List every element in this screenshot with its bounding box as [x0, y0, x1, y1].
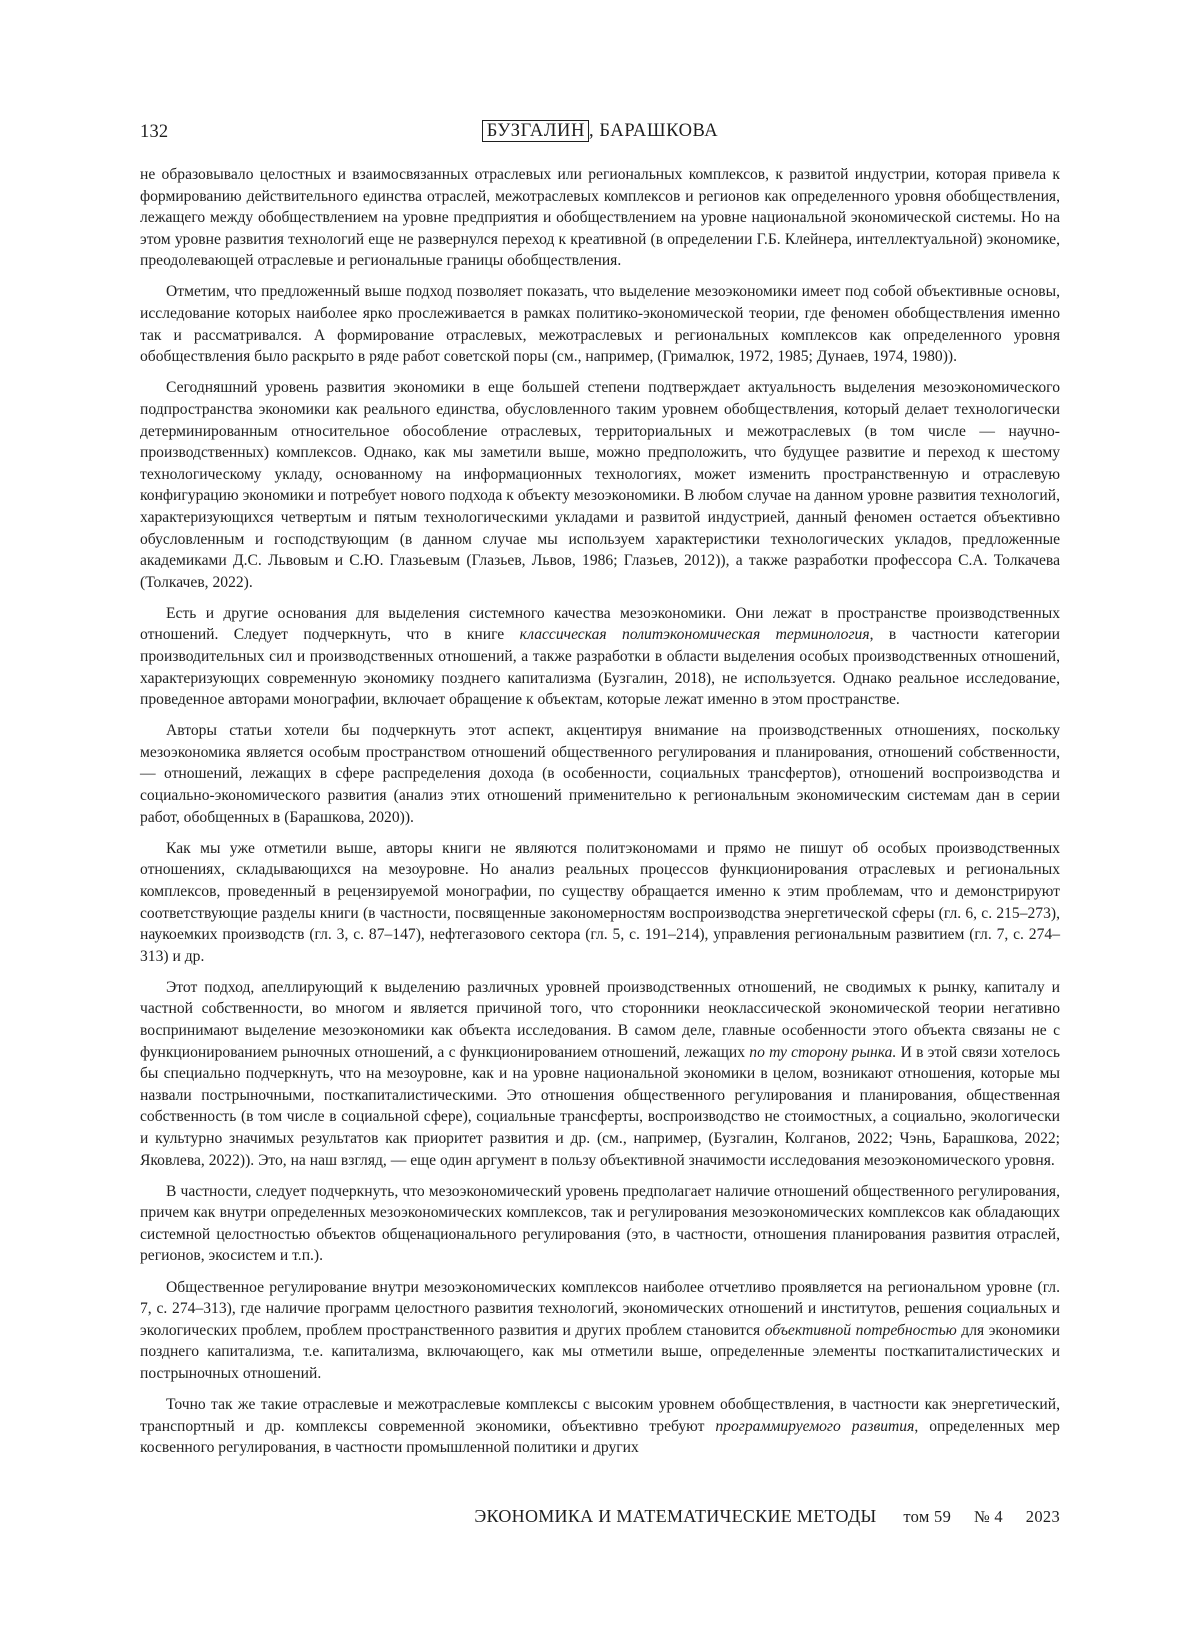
article-body [140, 164, 1060, 1468]
journal-footer [474, 1506, 1060, 1527]
paragraph [140, 164, 1060, 272]
author-rest: , БАРАШКОВА [589, 121, 718, 141]
paragraph-text: Как мы уже отметили выше, авторы книги не являются политэкономами и прямо не пишут об особых производственных отношениях, складывающихся на мезоуровне. Но анализ реальных процессов функционирования отраслевых и региональных комплексов, проведенный в рецензируемой монографии, по существу обращается именно к этим проблемам, что и демонстрируют соответствующие разделы книги (в частности, посвященные закономерностям воспроизводства энергетической сферы (гл. 6, с. 215–273), наукоемких производств (гл. 3, с. 87–147), нефтегазового сектора (гл. 5, с. 191–214), управления региональным развитием (гл. 7, с. 274–313) и др. [140, 840, 1060, 965]
journal-volume: том 59 [903, 1507, 951, 1526]
paragraph [140, 838, 1060, 968]
journal-issue: № 4 [974, 1507, 1003, 1526]
emphasis-text: объективной потребностью [765, 1322, 957, 1339]
author-boxed-name: БУЗГАЛИН [482, 120, 589, 142]
paragraph [140, 1394, 1060, 1459]
journal-year: 2023 [1026, 1507, 1060, 1526]
paragraph [140, 1277, 1060, 1385]
paragraph [140, 281, 1060, 367]
paragraph-text: , в частности категории производительных сил и производственных отношений, а также разработки в области выделения особых производственных отношений, характеризующих современную экономику позднего капитализма (Бузгалин, 2018), не используется. Однако реальное исследование, проведенное авторами монографии, включает обращение к объектам, которые лежат именно в этом пространстве. [140, 626, 1060, 708]
paragraph [140, 720, 1060, 828]
paragraph-text: Общественное регулирование внутри мезоэкономических комплексов наиболее отчетливо проявляется на региональном уровне (гл. 7, с. 274–313), где наличие программ целостного развития технологий, экономических отношений и институтов, решения социальных и экологических проблем, проблем пространственного развития и других проблем становится [140, 1279, 1060, 1339]
paragraph [140, 1181, 1060, 1267]
paragraph-text: не образовывало целостных и взаимосвязанных отраслевых или региональных комплексов, к развитой индустрии, которая привела к формированию действительного единства отраслей, межотраслевых комплексов и регионов как определенного уровня обобществления, лежащего между обобществлением на уровне предприятия и обобществлением на уровне национальной экономической системы. Но на этом уровне развития технологий еще не развернулся переход к креативной (в определении Г.Б. Клейнера, интеллектуальной) экономике, преодолевающей отраслевые и региональные границы обобществления. [140, 166, 1060, 269]
paragraph-text: Есть и другие основания для выделения системного качества мезоэкономики. Они лежат в пространстве производственных отношений. Следует подчеркнуть, что в книге [140, 605, 1060, 644]
paragraph-text: , определенных мер косвенного регулирования, в частности промышленной политики и других [140, 1418, 1060, 1457]
emphasis-text: классическая политэкономическая терминология [520, 626, 870, 643]
paragraph-text: для экономики позднего капитализма, т.е. капитализма, включающего, как мы отметили выше, определенные элементы посткапиталистических и пострыночных отношений. [140, 1322, 1060, 1382]
paragraph-text: В частности, следует подчеркнуть, что мезоэкономический уровень предполагает наличие отношений общественного регулирования, причем как внутри определенных мезоэкономических комплексов, так и регулирования мезоэкономических комплексов как обладающих системной целостностью объектов общенационального регулирования (это, в частности, отношения планирования развития отраслей, регионов, экосистем и т.п.). [140, 1183, 1060, 1265]
author-names [140, 121, 1060, 142]
paragraph [140, 603, 1060, 711]
paragraph-text: Отметим, что предложенный выше подход позволяет показать, что выделение мезоэкономики имеет под собой объективные основы, исследование которых наиболее ярко прослеживается в рамках политико-экономической теории, где феномен обобществления именно так и рассматривался. А формирование отраслевых, межотраслевых и региональных комплексов как определенного уровня обобществления было раскрыто в ряде работ советской поры (см., например, (Грималюк, 1972, 1985; Дунаев, 1974, 1980)). [140, 283, 1060, 365]
journal-title: ЭКОНОМИКА И МАТЕМАТИЧЕСКИЕ МЕТОДЫ [474, 1506, 876, 1526]
page-number: 132 [140, 122, 168, 143]
paragraph-text: Сегодняшний уровень развития экономики в еще большей степени подтверждает актуальность выделения мезоэкономического подпространства экономики как реального единства, обусловленного таким уровнем обобществления, который делает технологически детерминированным относительное обособление отраслевых, территориальных и межотраслевых (в том числе — научно-производственных) комплексов. Однако, как мы заметили выше, можно предположить, что будущее развитие и переход к шестому технологическому укладу, основанному на информационных технологиях, может изменить пространственную и отраслевую конфигурацию экономики и потребует нового подхода к объекту мезоэкономики. В любом случае на данном уровне развития технологий, характеризующихся четвертым и пятым технологическими укладами и развитой индустрией, данный феномен остается объективно обусловленным и господствующим (в данном случае мы используем характеристики технологических укладов, предложенные академиками Д.С. Львовым и С.Ю. Глазьевым (Глазьев, Львов, 1986; Глазьев, 2012)), а также разработки профессора С.А. Толкачева (Толкачев, 2022). [140, 379, 1060, 590]
paragraph [140, 377, 1060, 593]
paragraph [140, 977, 1060, 1171]
running-head [140, 118, 1060, 146]
paragraph-text: Этот подход, апеллирующий к выделению различных уровней производственных отношений, не сводимых к рынку, капиталу и частной собственности, во многом и является причиной того, что сторонники неоклассической экономической теории негативно воспринимают выделение мезоэкономики как объекта исследования. В самом деле, главные особенности этого объекта связаны не с функционированием рыночных отношений, а с функционированием отношений, лежащих [140, 979, 1060, 1061]
emphasis-text: программируемого развития [715, 1418, 914, 1435]
journal-page [0, 0, 1200, 1646]
paragraph-text: Авторы статьи хотели бы подчеркнуть этот аспект, акцентируя внимание на производственных отношениях, поскольку мезоэкономика является особым пространством отношений общественного регулирования и планирования, отношений собственности, — отношений, лежащих в сфере распределения дохода (в особенности, социальных трансфертов), отношений воспроизводства и социально-экономического развития (анализ этих отношений применительно к региональным экономическим системам дан в серии работ, обобщенных в (Барашкова, 2020)). [140, 722, 1060, 825]
emphasis-text: по ту сторону рынка. [749, 1044, 896, 1061]
paragraph-text: Точно так же такие отраслевые и межотраслевые комплексы с высоким уровнем обобществления, в частности как энергетический, транспортный и др. комплексы современной экономики, объективно требуют [140, 1396, 1060, 1435]
paragraph-text: И в этой связи хотелось бы специально подчеркнуть, что на мезоуровне, как и на уровне национальной экономики в целом, возникают отношения, которые мы назвали пострыночными, посткапиталистическими. Это отношения общественного регулирования и планирования, общественная собственность (в том числе в социальной сфере), социальные трансферты, воспроизводство не стоимостных, а социально, экологически и культурно значимых результатов как приоритет развития и др. (см., например, (Бузгалин, Колганов, 2022; Чэнь, Барашкова, 2022; Яковлева, 2022)). Это, на наш взгляд, — еще один аргумент в пользу объективной значимости исследования мезоэкономического уровня. [140, 1044, 1060, 1169]
